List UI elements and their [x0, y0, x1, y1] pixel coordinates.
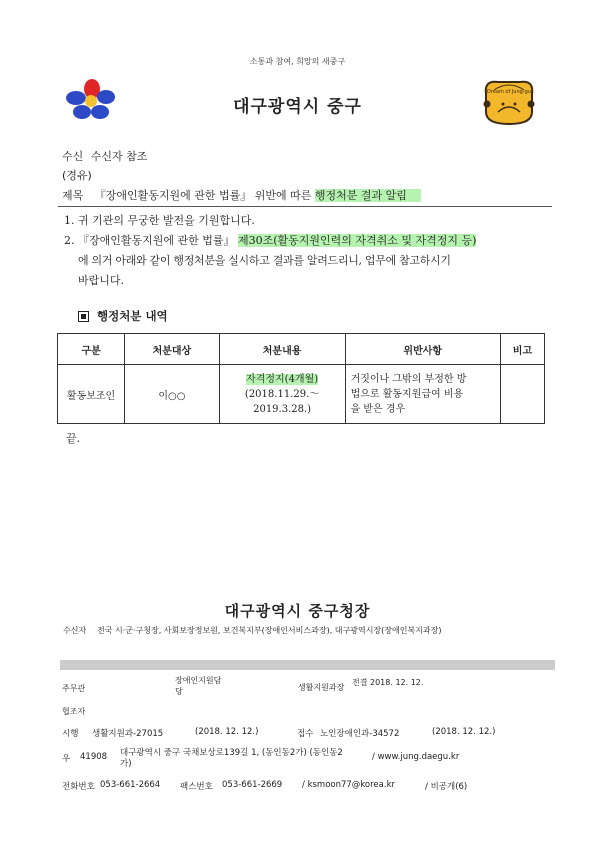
approval-text: 전결 2018. 12. 12. — [352, 678, 424, 687]
recipients-value: 전국 시·군·구청장, 사회보장정보원, 보건복지부(장애인서비스과장), 대구광역시장(장애인복지과장) — [97, 626, 442, 635]
action-highlight: 자격정지(4개월) — [246, 373, 319, 385]
item-2-line2: 에 의거 아래와 같이 행정처분을 실시하고 결과를 알려드리니, 업무에 참고하시기 — [78, 254, 451, 267]
mascot-emblem — [480, 76, 538, 126]
phone-label: 전화번호 — [62, 782, 95, 792]
website-link[interactable]: / www.jung.daegu.kr — [372, 752, 460, 762]
violation-line3: 을 받은 경우 — [350, 403, 406, 415]
col-header-action: 처분내용 — [219, 334, 345, 365]
fax-label: 팩스번호 — [180, 782, 213, 792]
item-2-prefix: 2. 『장애인활동지원에 관한 법률』 — [64, 234, 235, 247]
org-title: 대구광역시 중구 — [233, 97, 362, 117]
cell-target — [125, 365, 219, 424]
fax-number: 053-661-2669 — [222, 780, 283, 790]
receipt-label: 접수 — [297, 729, 314, 739]
col-header-note: 비고 — [500, 334, 544, 365]
item-2-line3: 바랍니다. — [78, 274, 125, 287]
col-header-violation: 위반사항 — [345, 334, 500, 365]
end-mark: 끝. — [66, 432, 81, 445]
postal-code: 41908 — [80, 752, 108, 762]
enforce-label: 시행 — [62, 729, 79, 739]
table-header-row — [58, 334, 545, 365]
subject-prefix: 『장애인활동지원에 관한 법률』 위반에 따른 — [94, 189, 312, 202]
cell-note — [500, 365, 544, 424]
gray-bar — [60, 660, 555, 670]
recipient-value: 수신자 참조 — [90, 150, 148, 163]
table-row — [58, 365, 545, 424]
subject-highlight: 행정처분 결과 알림 — [315, 189, 421, 202]
violation-line1: 거짓이나 그밖의 부정한 방 — [350, 373, 467, 385]
cell-category: 활동보조인 — [58, 365, 125, 424]
cooperator-label: 협조자 — [62, 707, 86, 716]
email-link[interactable]: / ksmoon77@korea.kr — [302, 780, 395, 790]
item-1: 1. 귀 기관의 무궁한 발전을 기원합니다. — [64, 214, 255, 227]
recipients-label: 수신자 — [63, 626, 87, 635]
disposition-table — [57, 333, 545, 424]
item-2-line1 — [64, 231, 476, 251]
action-period-start: (2018.11.29.～ — [244, 388, 320, 400]
section-title: 행정처분 내역 — [97, 309, 168, 323]
staff-label: 주무관 — [62, 684, 86, 693]
address-line1: 대구광역시 중구 국채보상로139길 1, (동인동2가) (동인동2 — [120, 748, 343, 758]
square-bullet-icon — [78, 311, 89, 322]
staff-role-line1: 장애인지원담 — [175, 676, 222, 685]
action-period-end: 2019.3.28.) — [253, 403, 312, 415]
postal-label: 우 — [62, 754, 71, 764]
mascot-text: Dream of Jung-gu — [487, 89, 531, 95]
subject-row — [62, 187, 421, 203]
target-name: 이○○ — [158, 390, 186, 402]
address-line2: 가) — [120, 759, 132, 769]
disclosure: / 비공개(6) — [425, 782, 468, 792]
recipient-label: 수신 — [62, 150, 84, 163]
phone-number: 053-661-2664 — [100, 780, 161, 790]
enforce-number: 생활지원과-27015 — [92, 729, 164, 739]
cell-violation — [345, 365, 500, 424]
section-title-row — [78, 308, 168, 324]
item-2-highlight: 제30조(활동지원인력의 자격취소 및 자격정지 등) — [238, 234, 477, 247]
col-header-category: 구분 — [58, 334, 125, 365]
receipt-number: 노인장애인과-34572 — [320, 729, 400, 739]
recipient-row — [62, 148, 147, 164]
violation-line2: 법으로 활동지원급여 비용 — [350, 388, 464, 400]
via: (경유) — [62, 169, 92, 182]
subject-divider — [58, 206, 552, 207]
receipt-date: (2018. 12. 12.) — [432, 727, 496, 737]
subject-label: 제목 — [62, 189, 84, 202]
sender-title: 대구광역시 중구청장 — [224, 602, 371, 620]
approver-role: 생활지원과장 — [298, 683, 345, 692]
slogan: 소통과 참여, 희망의 새중구 — [249, 57, 346, 66]
cell-action — [219, 365, 345, 424]
staff-role-line2: 당 — [175, 687, 183, 696]
enforce-date: (2018. 12. 12.) — [195, 727, 259, 737]
col-header-target: 처분대상 — [125, 334, 219, 365]
